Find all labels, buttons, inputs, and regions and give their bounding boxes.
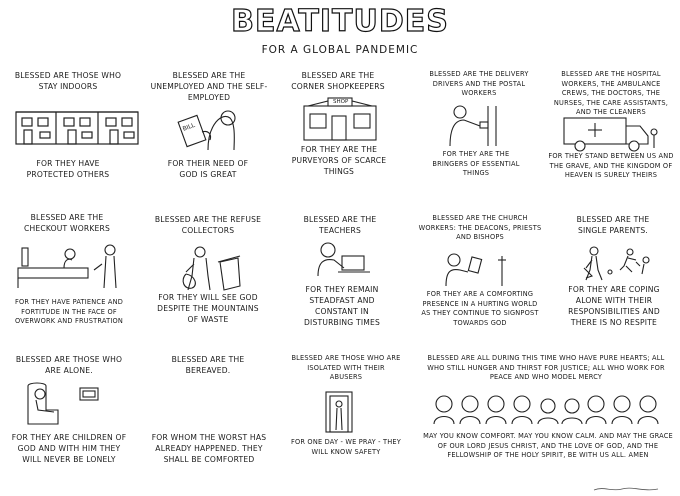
beatitude-top: BLESSED ARE THE SINGLE PARENTS. [576, 215, 650, 235]
checkout-icon [16, 244, 126, 294]
beatitude-bottom: MAY YOU KNOW COMFORT. MAY YOU KNOW CALM. AND MAY THE GRACE OF OUR LORD JESUS CHRIST, AND THE LOVE OF GOD, AND THE FELLOWSHIP OF THE HOLY SPIRIT, BE WITH US ALL. AMEN [423, 432, 673, 459]
postman-icon [444, 104, 504, 152]
beatitude-top: BLESSED ARE THOSE WHO ARE ALONE. [15, 355, 123, 375]
beatitude-top: BLESSED ARE THE CHECKOUT WORKERS [23, 213, 111, 233]
beatitude-top: BLESSED ARE THE CHURCH WORKERS: THE DEACONS, PRIESTS AND BISHOPS [418, 214, 542, 241]
beatitude-top: BLESSED ARE THE HOSPITAL WORKERS, THE AMBULANCE CREWS, THE DOCTORS, THE NURSES, THE CARE ASSISTANTS, AND THE CLEANERS [553, 70, 669, 116]
beatitude-bottom: FOR THEIR NEED OF GOD IS GREAT [167, 159, 249, 179]
beatitude-top: BLESSED ARE THOSE WHO STAY INDOORS [14, 71, 122, 91]
beatitude-bottom: FOR THEY ARE THE BRINGERS OF ESSENTIAL THINGS [432, 150, 520, 177]
beatitude-top: BLESSED ARE THOSE WHO ARE ISOLATED WITH THEIR ABUSERS [291, 354, 401, 381]
beatitude-bottom: FOR WHOM THE WORST HAS ALREADY HAPPENED. THEY SHALL BE COMFORTED [151, 433, 267, 464]
beatitude-bottom: FOR THEY ARE THE PURVEYORS OF SCARCE THINGS [291, 145, 387, 176]
beatitude-top: BLESSED ARE THE BEREAVED. [171, 355, 245, 375]
shop-icon [300, 96, 380, 146]
doorway-person-icon [320, 390, 360, 438]
page-title: BEATITUDES [231, 4, 449, 39]
bill-letter-icon [178, 104, 238, 156]
svg-text:BILL: BILL [181, 121, 196, 133]
shop-sign: SHOP [333, 99, 349, 105]
beatitude-bottom: FOR THEY WILL SEE GOD DESPITE THE MOUNTAINS OF WASTE [157, 293, 259, 324]
beatitude-bottom: FOR THEY HAVE PROTECTED OTHERS [26, 159, 110, 179]
artist-signature [592, 477, 662, 483]
beatitude-bottom: FOR THEY HAVE PATIENCE AND FORTITUDE IN THE FACE OF OVERWORK AND FRUSTRATION [14, 298, 123, 325]
houses-icon [14, 100, 144, 154]
priest-icon [442, 252, 512, 292]
parent-children-icon [582, 246, 652, 284]
beatitude-bottom: FOR THEY ARE CHILDREN OF GOD AND WITH HIM THEY WILL NEVER BE LONELY [11, 433, 127, 464]
beatitude-top: BLESSED ARE ALL DURING THIS TIME WHO HAVE PURE HEARTS; ALL WHO STILL HUNGER AND THIRST FOR JUSTICE; ALL WHO WORK FOR PEACE AND WHO MODEL MERCY [427, 354, 665, 381]
page-subtitle: FOR A GLOBAL PANDEMIC [261, 44, 419, 56]
beatitude-top: BLESSED ARE THE UNEMPLOYED AND THE SELF-EMPLOYED [150, 71, 268, 102]
beatitude-bottom: FOR THEY ARE COPING ALONE WITH THEIR RESPONSIBILITIES AND THERE IS NO RESPITE [568, 285, 660, 327]
beatitude-top: BLESSED ARE THE REFUSE COLLECTORS [154, 215, 262, 235]
beatitude-bottom: FOR ONE DAY - WE PRAY - THEY WILL KNOW SAFETY [290, 438, 402, 456]
beatitude-top: BLESSED ARE THE CORNER SHOPKEEPERS [291, 71, 385, 91]
beatitude-top: BLESSED ARE THE DELIVERY DRIVERS AND THE POSTAL WORKERS [429, 70, 529, 97]
teacher-laptop-icon [314, 240, 374, 284]
crowd-faces-icon [432, 390, 668, 430]
beatitude-top: BLESSED ARE THE TEACHERS [303, 215, 377, 235]
bin-collector-icon [180, 246, 244, 296]
beatitude-bottom: FOR THEY ARE A COMFORTING PRESENCE IN A HURTING WORLD AS THEY CONTINUE TO SIGNPOST TOWARDS GOD [421, 290, 539, 327]
armchair-person-icon [24, 380, 108, 430]
beatitude-bottom: FOR THEY REMAIN STEADFAST AND CONSTANT IN DISTURBING TIMES [303, 285, 381, 327]
beatitude-bottom: FOR THEY STAND BETWEEN US AND THE GRAVE, AND THE KINGDOM OF HEAVEN IS SURELY THEIRS [548, 152, 674, 179]
